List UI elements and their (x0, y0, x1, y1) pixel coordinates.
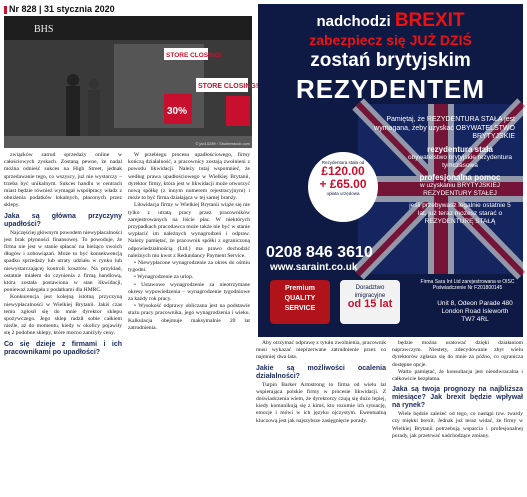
ad-side-text: rezydentura stała obywatelstwo brytyjskie rezydentura tymczasowa profesjonalna pomoc w uzyskaniu BRYTYJSKIEJ REZYDENTURY STAŁEJ jeśli przebywasz legalnie ostatnie 5 lat, już teraz możesz starać o REZYDENTURĘ STAŁĄ (407, 145, 513, 225)
ad-headline-3: zostań brytyjskim (310, 50, 471, 71)
store-closing-photo (4, 16, 259, 148)
paragraph: będzie można uratować dzięki działaniom naprawczym. Niestety, zdecydowanie zbyt wielu dyrektorów zgłasza się do mnie za późno, co ogranicza dostępne opcje. (392, 340, 523, 368)
article-column-1 (4, 152, 122, 494)
price-circle: Rezydentura stała od £120.00 + £65.00 opłata urzędowa (308, 152, 378, 222)
brexit-advertisement (258, 4, 523, 337)
issue-label: Nr 828 | 31 stycznia 2020 (9, 4, 115, 14)
shop-logo: BHS (34, 24, 54, 35)
header-marker (4, 6, 7, 14)
section-heading: Jaka są twoja prognozy na najbliższa miesiące? Jak brexit będzie wpływał na rynek? (392, 386, 523, 410)
paragraph: • Ustawowe wynagrodzenie za nieotrzymane okresy wypowiedzenia – wynagrodzenie tygodniowe za każdy rok pracy. (128, 281, 250, 303)
section-heading: Jakie są możliwości ocalenia działalności? (256, 364, 386, 380)
paragraph: Turpin Barker Armstrong to firma od wielu lat wspierająca polskie firmy w procesie likwidacji. Z doświadczenia wiem, że dyrektorzy czują się dużo lepiej, kiedy komunikują się z kimś, kto rozumie ich sytuację, emocje i mówi w ich języku ojczystym. Ewentualną kluczową jest jak najszybsze zasięgnięcie porady. (256, 381, 386, 424)
paragraph: Konkurencja jest kolejną istotną przyczyną niewypłacalności w Wielkiej Brytanii. Jakiś czas temu zgłosił się do mnie dyrektor sklepu spożywczego. Jego sklep radził sobie całkiem nieźle, aż do momentu, kiedy w okolicy pojawiły się 2 podobne sklepy, które mocno zaniżyły ceny. (4, 294, 122, 337)
paragraph: • Wynagrodzenie za urlop. (134, 274, 194, 281)
paragraph: W przebiegu procesu upadłościowego, firmy kończą działalność, a pracownicy zostają zwolnieni z powodu likwidacji. Należy tutaj wspomnieć, że według prawa upadłościowego w Wielkiej Brytanii, dyrektor firmy, która jest w likwidacji może otworzyć nową spółkę (z innym numerem rejestracyjnym) i może to być firma działająca w tej samej branży. (128, 152, 250, 202)
photo-credit: © jax10289 / Shutterstock.com (195, 141, 250, 146)
section-heading: Co się dzieje z firmami i ich pracownikami po upadłości? (4, 340, 122, 356)
paragraph: • Niewypłacone wynagrodzenie za okres do ośmiu tygodni. (128, 260, 250, 274)
issue-header (4, 4, 115, 14)
ad-headline-1: nadchodzi BREXIT (316, 10, 465, 31)
ad-phone: 0208 846 3610 (266, 244, 373, 261)
photo-illustration (4, 16, 259, 148)
ad-headline-4: REZYDENTEM (295, 74, 486, 104)
section-heading: Jaka są główna przyczyny upadłości? (4, 212, 122, 228)
paragraph: Warto pamiętać, że konsultacja jest nieodwracalna i całkowicie bezpłatna. (392, 368, 523, 383)
premium-quality-badge: Premium QUALITY SERVICE (270, 280, 330, 324)
paragraph: związków zatrud sprzedaży online w całościowych zyskach. Zostaną pewne, że nadal można odnieść sukces na High Street, jednak sprzedawanie tego, co wszyscy, już nie wystarczy – trzeba być unikalnym. Sukces handlu w centrach miast będzie również wymagał współpracy władz z obniżenia podatków lokalnych, płaconych przez sklepy. (4, 152, 122, 209)
store-closing-sign-1: STORE CLOSING! (166, 52, 222, 59)
article-column-2 (128, 152, 250, 494)
ad-note: Pamiętaj, że REZYDENTURA STAŁA jest wymagana, żeby uzyskać OBYWATELSTWO BRYTYJSKIE (374, 116, 515, 140)
ad-headline-2: zabezpiecz się JUŻ DZIŚ (309, 32, 472, 48)
article-column-3 (256, 340, 386, 494)
paragraph: Wiele będzie zależeć od tego, co nastąpi tzw. twardy czy miękki brexit. Jednak już teraz widać, że firmy w Wielkiej Brytanii potrzebują wsparcia i profesjonalnej porady, jak przetrwać nadchodzące zmiany. (392, 411, 523, 439)
ad-address: Unit 8, Odeon Parade 480 London Road Isleworth TW7 4RL (437, 300, 513, 323)
paragraph: Najczęściej głównym powodem niewypłacalności jest brak płynności finansowej. To powoduje, że firma nie jest w stanie spłacać na bieżąco swoich długów i zobowiązań. Może to być konsekwencją spadku sprzedaży lub utraty udziału w rynku lub niewystarczającej kontroli kosztów. Na przykład, ostatnie miałem do czynienia z firmą handlową, która została postawiona w stan likwidacji, ponieważ zalegała z podatkami dla HMRC. (4, 229, 122, 294)
paragraph: Aby otrzymać odprawę z tytułu zwolnienia, pracownik musi wykazać nieprzerwane zatrudnienie przez co najmniej dwa lata. (256, 340, 386, 361)
article-column-4 (392, 340, 523, 494)
ad-url: www.saraint.co.uk (270, 262, 358, 273)
paragraph: Likwidacja firmy w Wielkiej Brytanii wiąże się nie tylko z utratą pracy przez pracowników zarejestrowanych na liście płac. W niektórych przypadkach pracodawca może także nie być w stanie wypłacić im należnych wynagrodzeń i odpraw. Należy pamiętać, że pracownik spółki z ograniczoną odpowiedzialnością (Ltd.) ma prawo dochodzić należnych mu kwot z Redundancy Payment Service. (128, 202, 250, 259)
experience-badge: Doradztwo imigracyjne od 15 lat (340, 280, 400, 324)
discount-sign: 30% (167, 106, 188, 117)
paragraph: • Wysokość odprawy obliczana jest na podstawie stażu pracy pracownika, jego wynagrodzenia i wieku. Kalkulacja obejmuje maksymalnie 20 lat zatrudnienia. (128, 303, 250, 331)
ad-fine-print: Firma Sara Int Ltd zarejestrowana w OISC Poświadczenie Nr F201800145 (420, 279, 515, 291)
store-closing-sign-2: STORE CLOSING! (198, 83, 259, 90)
